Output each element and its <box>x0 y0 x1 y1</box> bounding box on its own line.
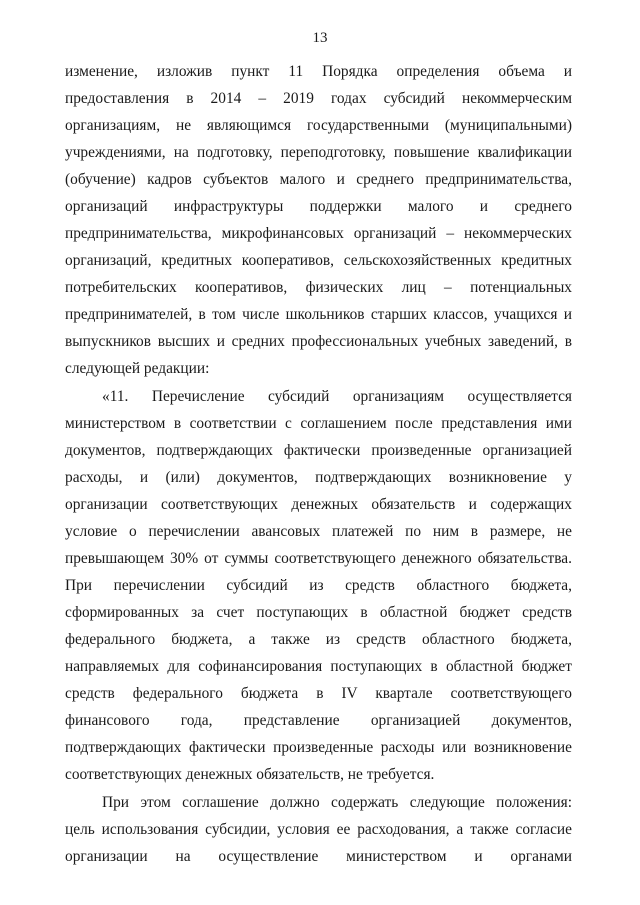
paragraph-2-line: соответствующих денежных обязательств, не требуется. <box>65 766 435 783</box>
paragraph-1-line: организаций инфраструктуры поддержки малого и среднего <box>65 198 572 215</box>
paragraph-1-line: выпускников высших и средних профессиональных учебных заведений, в <box>65 333 572 350</box>
paragraph-3-line: организации на осуществление министерством и органами <box>65 848 572 865</box>
paragraph-2-line: федерального бюджета, а также из средств областного бюджета, <box>65 631 572 648</box>
paragraph-1-line: организаций, кредитных кооперативов, сельскохозяйственных кредитных <box>65 252 572 269</box>
paragraph-2-line: организации соответствующих денежных обязательств и содержащих <box>65 496 572 513</box>
paragraph-2-line: направляемых для софинансирования поступающих в областной бюджет <box>65 658 572 675</box>
paragraph-1-line: потребительских кооперативов, физических лиц – потенциальных <box>65 279 572 296</box>
paragraph-1-line: изменение, изложив пункт 11 Порядка определения объема и <box>65 63 572 80</box>
paragraph-1-line: организациям, не являющимся государственными (муниципальными) <box>65 117 572 134</box>
page-number: 13 <box>312 30 328 46</box>
paragraph-1-line: (обучение) кадров субъектов малого и среднего предпринимательства, <box>65 171 572 188</box>
paragraph-2-line: «11. Перечисление субсидий организациям осуществляется <box>102 388 572 405</box>
paragraph-2-line: средств федерального бюджета в IV квартале соответствующего <box>65 685 572 702</box>
paragraph-2-line: условие о перечислении авансовых платежей по ним в размере, не <box>65 523 572 540</box>
paragraph-1-line: предпринимателей, в том числе школьников старших классов, учащихся и <box>65 306 572 323</box>
paragraph-2-line: министерством в соответствии с соглашением после представления ими <box>65 415 572 432</box>
paragraph-1-line: учреждениями, на подготовку, переподготовку, повышение квалификации <box>65 144 572 161</box>
paragraph-2-line: расходы, и (или) документов, подтверждающих возникновение у <box>65 469 572 486</box>
paragraph-2-line: финансового года, представление организацией документов, <box>65 712 572 729</box>
paragraph-1-line: предоставления в 2014 – 2019 годах субсидий некоммерческим <box>65 90 572 107</box>
paragraph-2-line: превышающем 30% от суммы соответствующего денежного обязательства. <box>65 550 572 567</box>
paragraph-1-line: следующей редакции: <box>65 360 210 377</box>
paragraph-1-line: предпринимательства, микрофинансовых организаций – некоммерческих <box>65 225 572 242</box>
paragraph-3-line: При этом соглашение должно содержать следующие положения: <box>102 794 572 811</box>
paragraph-2-line: При перечислении субсидий из средств областного бюджета, <box>65 577 572 594</box>
paragraph-2-line: подтверждающих фактически произведенные расходы или возникновение <box>65 739 572 756</box>
paragraph-3-line: цель использования субсидии, условия ее расходования, а также согласие <box>65 821 572 838</box>
paragraph-2-line: сформированных за счет поступающих в областной бюджет средств <box>65 604 572 621</box>
paragraph-2-line: документов, подтверждающих фактически произведенные организацией <box>65 442 572 459</box>
